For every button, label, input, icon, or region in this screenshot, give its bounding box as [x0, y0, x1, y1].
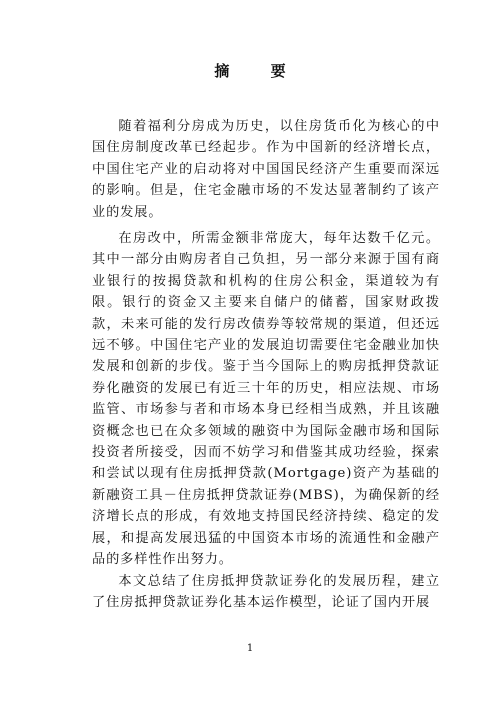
paragraph-1: 随着福利分房成为历史，以住房货币化为核心的中国住房制度改革已经起步。作为中国新的经济增长点，中国住宅产业的启动将对中国国民经济产生重要而深远的影响。但是，住宅金融市场的不发达显著制约了该产业的发展。 — [92, 119, 440, 220]
paragraph-2: 在房改中，所需金额非常庞大，每年达数千亿元。其中一部分由购房者自己负担，另一部分来源于国有商业银行的按揭贷款和机构的住房公积金，渠道较为有限。银行的资金又主要来自储户的储蓄，国家财政拨款，未来可能的发行房改债券等较常规的渠道，但还远远不够。中国住宅产业的发展迫切需要住宅金融业加快发展和创新的步伐。鉴于当今国际上的购房抵押贷款证券化融资的发展已有近三十年的历史，相应法规、市场监管、市场参与者和市场本身已经相当成熟，并且该融资概念也已在众多领域的融资中为国际金融市场和国际投资者所接受，因而不妨学习和借鉴其成功经验，探索和尝试以现有住房抵押贷款(Mortgage)资产为基础的新融资工具－住房抵押贷款证券(MBS)，为确保新的经济增长点的形成，有效地支持国民经济持续、稳定的发展，和提高发展迅猛的中国资本市场的流通性和金融产品的多样性作出努力。 — [92, 231, 440, 568]
page-title: 摘 要 — [214, 62, 304, 80]
paragraph-3: 本文总结了住房抵押贷款证券化的发展历程，建立了住房抵押贷款证券化基本运作模型，论证了国内开展 — [92, 574, 440, 611]
page-number: 1 — [246, 643, 254, 654]
